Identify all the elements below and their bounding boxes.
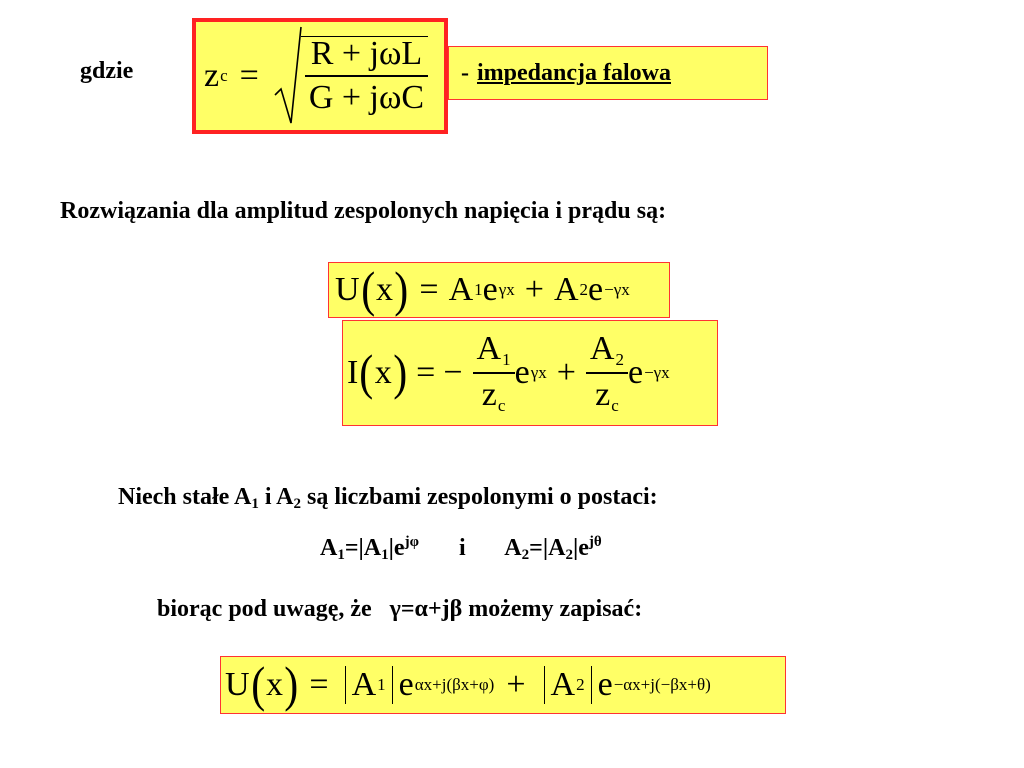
impedance-formula-box xyxy=(192,18,448,134)
current-fraction-2 xyxy=(586,332,628,414)
impedance-equals: = xyxy=(239,57,259,94)
current-arg: x xyxy=(374,354,392,391)
abs-bar-left-1 xyxy=(345,666,346,704)
current-exp1-base: e xyxy=(514,354,530,391)
a1-symbol: A xyxy=(320,535,338,561)
constants-forms xyxy=(320,534,602,564)
voltage-exp2-base: e xyxy=(588,271,604,308)
current-exp2-base: e xyxy=(627,354,644,391)
voltage-plus: + xyxy=(524,271,544,308)
final-coef1-sub: 1 xyxy=(377,675,386,694)
final-coef2-sub: 2 xyxy=(576,675,585,694)
constants-sub-a: 1 xyxy=(251,496,259,512)
impedance-denominator: G + jωC xyxy=(308,78,425,116)
fraction1-num-sub: 1 xyxy=(502,350,511,369)
final-coef1: A xyxy=(351,666,377,703)
a2-sub2: 2 xyxy=(565,547,573,563)
constants-sentence xyxy=(118,484,658,513)
a2-symbol: A xyxy=(504,535,522,561)
a2-eq: =|A xyxy=(529,535,566,561)
final-equals: = xyxy=(309,666,329,703)
constants-sub-b: 2 xyxy=(293,496,301,512)
impedance-caption-box xyxy=(448,46,768,100)
final-equation-box: U ( x ) = A 1 e αx+j(βx+φ) + A 2 e −αx+j(−βx+θ) xyxy=(220,656,786,714)
a1-exp: jφ xyxy=(404,534,419,550)
final-exp1: αx+j(βx+φ) xyxy=(414,675,495,694)
fraction-bar xyxy=(305,75,428,77)
a1-sub2: 1 xyxy=(381,547,389,563)
sqrt-icon xyxy=(273,25,303,127)
caption-dash: - xyxy=(461,59,469,86)
constants-text-c: są liczbami zespolonymi o postaci: xyxy=(301,484,658,510)
voltage-arg: x xyxy=(375,271,393,308)
intro-label: gdzie xyxy=(80,58,134,84)
fraction2-num-sub: 2 xyxy=(615,350,624,369)
voltage-equation-box: U ( x ) = A 1 e γx + A 2 e −γx xyxy=(328,262,670,318)
voltage-coef1: A xyxy=(448,271,474,308)
final-exp2: −αx+j(−βx+θ) xyxy=(613,675,711,694)
constants-text-b: i A xyxy=(258,484,294,510)
voltage-equals: = xyxy=(419,271,439,308)
final-exp1-base: e xyxy=(398,666,414,703)
abs-bar-left-2 xyxy=(544,666,545,704)
fraction1-den-sub: c xyxy=(497,395,506,415)
final-arg: x xyxy=(265,666,283,703)
current-fraction-1 xyxy=(473,332,515,414)
impedance-symbol: z xyxy=(204,57,220,94)
current-exp1: γx xyxy=(530,363,547,382)
voltage-coef2-sub: 2 xyxy=(579,280,589,299)
a2-sub: 2 xyxy=(521,547,530,563)
solutions-heading: Rozwiązania dla amplitud zespolonych napięcia i prądu są: xyxy=(60,198,667,224)
a2-exp: jθ xyxy=(588,534,602,550)
voltage-exp1: γx xyxy=(498,280,515,299)
current-minus: − xyxy=(443,354,463,391)
impedance-caption: impedancja falowa xyxy=(477,59,671,86)
fraction1-num: A xyxy=(476,330,502,368)
current-exp2: −γx xyxy=(644,363,670,382)
final-func: U xyxy=(225,666,250,703)
voltage-exp1-base: e xyxy=(482,271,498,308)
voltage-coef2: A xyxy=(553,271,579,308)
a2-tail: |e xyxy=(572,535,589,561)
current-equation-box: I ( x ) = − $\frac{A_1}{z_c}$ e γx + $\frac{A_2}{z_c}$ e −γx xyxy=(342,320,718,426)
final-exp2-base: e xyxy=(597,666,613,703)
a1-sub: 1 xyxy=(337,547,345,563)
voltage-func: U xyxy=(335,271,360,308)
final-plus: + xyxy=(506,666,526,703)
current-equals: = xyxy=(416,354,436,391)
constants-text-a: Niech stałe A xyxy=(118,484,252,510)
final-coef2: A xyxy=(550,666,576,703)
gamma-sentence: biorąc pod uwagę, że γ=α+jβ możemy zapisać: xyxy=(157,596,643,622)
impedance-numerator: R + jωL xyxy=(310,34,423,72)
a1-eq: =|A xyxy=(344,535,382,561)
fraction2-num: A xyxy=(589,330,615,368)
impedance-subscript: c xyxy=(220,66,228,85)
fraction1-den: z xyxy=(481,376,497,413)
fraction2-den-sub: c xyxy=(611,395,619,415)
a1-tail: |e xyxy=(388,535,405,561)
current-plus: + xyxy=(556,354,576,391)
abs-bar-right-2 xyxy=(591,666,592,704)
forms-separator: i xyxy=(458,535,466,561)
abs-bar-right-1 xyxy=(392,666,393,704)
fraction2-den: z xyxy=(595,376,611,413)
voltage-exp2: −γx xyxy=(604,280,630,299)
current-func: I xyxy=(347,354,359,391)
voltage-coef1-sub: 1 xyxy=(474,280,483,299)
